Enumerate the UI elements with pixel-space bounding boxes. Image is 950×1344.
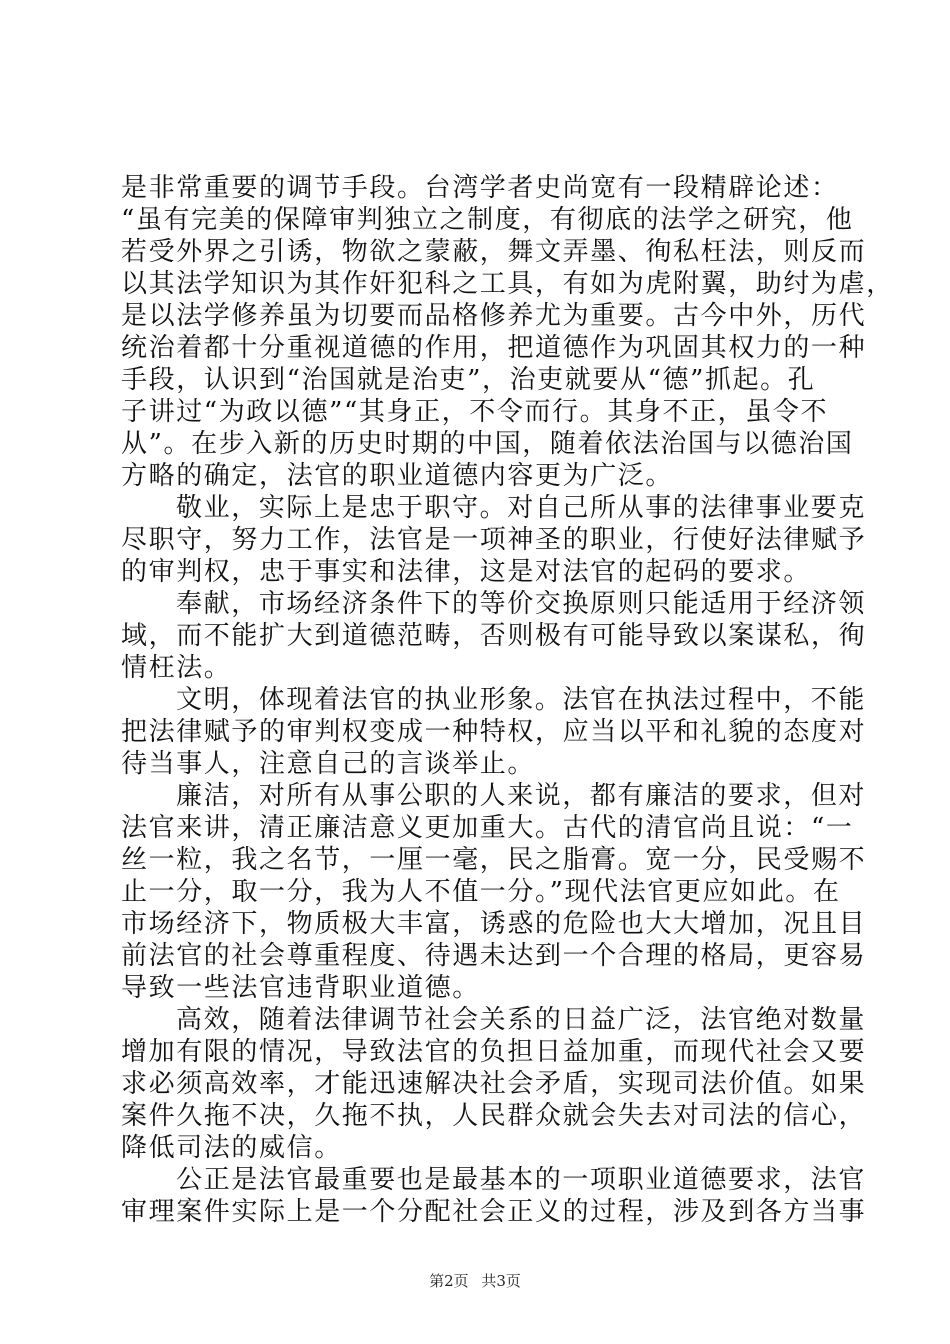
text-line: 的审判权，忠于事实和法律，这是对法官的起码的要求。 [121,557,812,587]
paragraph-start-line: 廉洁，对所有从事公职的人来说，都有廉洁的要求，但对 [176,781,867,811]
text-line: 情枉法。 [121,653,232,683]
text-line: 增加有限的情况，导致法官的负担日益加重，而现代社会又要 [121,1037,867,1067]
page-footer [0,1270,950,1291]
text-line: 尽职守，努力工作，法官是一项神圣的职业，行使好法律赋予 [121,525,867,555]
text-line: 子讲过“为政以德”“其身正，不令而行。其身不正，虽令不 [121,397,829,427]
text-line: 案件久拖不决，久拖不执，人民群众就会失去对司法的信心， [121,1101,867,1131]
text-line: 止一分，取一分，我为人不值一分。”现代法官更应如此。在 [121,877,841,907]
paragraph-start-line: 高效，随着法律调节社会关系的日益广泛，法官绝对数量 [176,1005,867,1035]
text-line: 求必须高效率，才能迅速解决社会矛盾，实现司法价值。如果 [121,1069,867,1099]
text-line: 降低司法的威信。 [121,1133,342,1163]
text-line: 域，而不能扩大到道德范畴，否则极有可能导致以案谋私，徇 [121,621,867,651]
text-line: 法官来讲，清正廉洁意义更加重大。古代的清官尚且说：“一 [121,813,854,843]
text-line: 前法官的社会尊重程度、待遇未达到一个合理的格局，更容易 [121,941,867,971]
text-line: 方略的确定，法官的职业道德内容更为广泛。 [121,461,674,491]
page-number: 第2页 [429,1272,469,1290]
paragraph-start-line: 公正是法官最重要也是最基本的一项职业道德要求，法官 [176,1165,867,1195]
text-line: 审理案件实际上是一个分配社会正义的过程，涉及到各方当事 [121,1197,867,1227]
paragraph-start-line: 文明，体现着法官的执业形象。法官在执法过程中，不能 [176,685,867,715]
text-line: 是以法学修养虽为切要而品格修养尤为重要。古今中外，历代 [121,301,867,331]
paragraph-start-line: 奉献，市场经济条件下的等价交换原则只能适用于经济领 [176,589,867,619]
text-line: 若受外界之引诱，物欲之蒙蔽，舞文弄墨、徇私枉法，则反而 [121,237,867,267]
page-total: 共3页 [481,1272,521,1290]
text-line: 以其法学知识为其作奸犯科之工具，有如为虎附翼，助纣为虐， [121,269,894,299]
text-line: 市场经济下，物质极大丰富，诱惑的危险也大大增加，况且目 [121,909,867,939]
text-line: 手段，认识到“治国就是治吏”，治吏就要从“德”抓起。孔 [121,365,816,395]
paragraph-start-line: 敬业，实际上是忠于职守。对自己所从事的法律事业要克 [176,493,867,523]
document-body [121,172,894,1228]
text-line: 统治着都十分重视道德的作用，把道德作为巩固其权力的一种 [121,333,867,363]
text-line: 从”。在步入新的历史时期的中国，随着依法治国与以德治国 [121,429,854,459]
text-line: 把法律赋予的审判权变成一种特权，应当以平和礼貌的态度对 [121,717,867,747]
text-line: 待当事人，注意自己的言谈举止。 [121,749,536,779]
text-line: 导致一些法官违背职业道德。 [121,973,480,1003]
text-line: “虽有完美的保障审判独立之制度，有彻底的法学之研究，他 [121,205,854,235]
text-line: 是非常重要的调节手段。台湾学者史尚宽有一段精辟论述： [121,173,839,203]
text-line: 丝一粒，我之名节，一厘一毫，民之脂膏。宽一分，民受赐不 [121,845,867,875]
